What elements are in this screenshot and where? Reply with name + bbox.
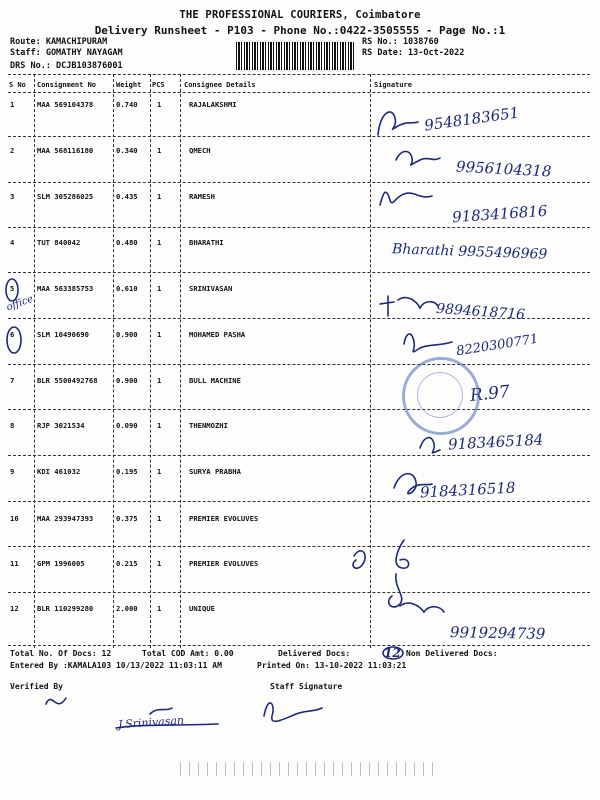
row-divider [8,546,590,547]
row-pcs: 1 [157,192,162,201]
row5-handwritten-note: office [4,293,35,314]
column-header-weight: Weight [116,81,142,89]
row-pcs: 1 [157,330,162,339]
row-sno: 10 [10,514,19,523]
row-divider [8,136,590,137]
row-pcs: 1 [157,100,162,109]
column-header-consignment: Consignment No [37,81,97,89]
verified-by-label: Verified By [10,682,63,691]
row-weight: 0.610 [116,284,138,293]
row-consignee: BULL MACHINE [189,376,241,385]
row-weight: 0.480 [116,238,138,247]
row-weight: 0.900 [116,330,138,339]
row-consignment: GPM 1996005 [37,559,85,568]
row-consignee: BHARATHI [189,238,224,247]
row-consignment: KDI 461032 [37,467,81,476]
table-top-rule [8,74,590,75]
row-pcs: 1 [157,146,162,155]
column-header-signature: Signature [374,81,412,89]
column-divider [113,74,114,648]
row-weight: 0.090 [116,421,138,430]
total-docs: Total No. Of Docs: 12 [10,649,112,658]
row-sno: 5 [10,284,15,293]
row-consignee: UNIQUE [189,604,215,613]
total-cod: Total COD Amt: 0.00 [142,649,234,658]
row-consignment: MAA 563385753 [37,284,94,293]
row-signature: 9183416816 [451,201,548,227]
row-pcs: 1 [157,604,162,613]
row-pcs: 1 [157,467,162,476]
row-sno: 12 [10,604,19,613]
row-pcs: 1 [157,238,162,247]
row-sno: 8 [10,421,15,430]
row-divider [8,272,590,273]
row-weight: 0.195 [116,467,138,476]
row-weight: 0.375 [116,514,138,523]
row-consignee: PREMIER EVOLUVES [189,514,259,523]
row-divider [8,455,590,456]
row-sno: 11 [10,559,19,568]
row-consignment: SLM 305286025 [37,192,94,201]
row-pcs: 1 [157,421,162,430]
staff-text: Staff: GOMATHY NAYAGAM [10,48,123,58]
row-signature: 9548183651 [423,103,521,135]
row-consignee: RAJALAKSHMI [189,100,237,109]
barcode-image [236,42,354,70]
row-divider [8,227,590,228]
row-signature: 9184316518 [419,478,516,502]
scan-artifact [180,762,440,776]
row-consignment: SLM 10490690 [37,330,89,339]
row-pcs: 1 [157,376,162,385]
row-divider [8,409,590,410]
row-consignee: RAMESH [189,192,215,201]
row-consignee: SRINIVASAN [189,284,233,293]
row-weight: 0.340 [116,146,138,155]
printed-on: Printed On: 13-10-2022 11:03:21 [257,661,407,670]
row-consignee: QMECH [189,146,211,155]
column-divider [180,74,181,648]
row-sno: 9 [10,467,15,476]
page-title: THE PROFESSIONAL COURIERS, Coimbatore [179,9,421,21]
row-consignment: BLR 5500492768 [37,376,98,385]
delivered-docs-label: Delivered Docs: [278,649,351,658]
company-stamp [402,357,480,435]
entered-by: Entered By :KAMALA103 10/13/2022 11:03:11 AM [10,661,222,670]
row-consignee: MOHAMED PASHA [189,330,246,339]
row-signature: 8220300771 [455,331,540,360]
table-header-rule [8,92,590,93]
row-sno: 4 [10,238,15,247]
row-signature: 9956104318 [455,157,552,181]
column-header-pcs: PCS [152,81,165,89]
rs-date: RS Date: 13-Oct-2022 [362,48,465,58]
row-divider [8,364,590,365]
row-consignee: PREMIER EVOLUVES [189,559,259,568]
column-divider [150,74,151,648]
rs-number: RS No.: 1038760 [362,37,439,47]
table-bottom-rule [8,645,590,646]
row-weight: 0.740 [116,100,138,109]
row-sno: 3 [10,192,15,201]
row-consignment: MAA 569104378 [37,100,94,109]
verifier-signature: J.Srinivasan [117,713,185,732]
staff-signature-label: Staff Signature [270,682,343,691]
row-pcs: 1 [157,514,162,523]
column-header-consignee: Consignee Details [184,81,256,89]
row-consignment: RJP 3021534 [37,421,85,430]
row-consignment: MAA 293947393 [37,514,94,523]
row-signature: 9919294739 [449,623,546,643]
row-consignment: BLR 110299280 [37,604,94,613]
row-signature: 9894618716 [435,300,526,324]
row-sno: 1 [10,100,15,109]
delivered-count: 12 [384,646,401,660]
row-sno: 2 [10,146,15,155]
row-signature: 9183465184 [447,430,544,454]
row-weight: 2.000 [116,604,138,613]
row-signature: R.97 [469,381,511,407]
row-sno: 7 [10,376,15,385]
row-weight: 0.215 [116,559,138,568]
route-text: Route: KAMACHIPURAM [10,37,108,47]
column-header-sno: S No [9,81,26,89]
row-sno: 6 [10,330,15,339]
column-divider [370,74,371,648]
row-divider [8,182,590,183]
drs-number: DRS No.: DCJB103876001 [10,61,123,71]
row-consignment: MAA 568116180 [37,146,94,155]
row-consignee: SURYA PRABHA [189,467,241,476]
row-consignee: THENMOZHI [189,421,228,430]
row-divider [8,501,590,502]
row-divider [8,592,590,593]
row-consignment: TUT 840042 [37,238,81,247]
non-delivered-docs: Non Delivered Docs: [406,649,498,658]
page-subtitle: Delivery Runsheet - P103 - Phone No.:0422-3505555 - Page No.:1 [94,24,506,37]
row-weight: 0.435 [116,192,138,201]
row-weight: 0.900 [116,376,138,385]
row-pcs: 1 [157,284,162,293]
row-signature: Bharathi 9955496969 [391,241,548,263]
column-divider [34,74,35,648]
row-pcs: 1 [157,559,162,568]
